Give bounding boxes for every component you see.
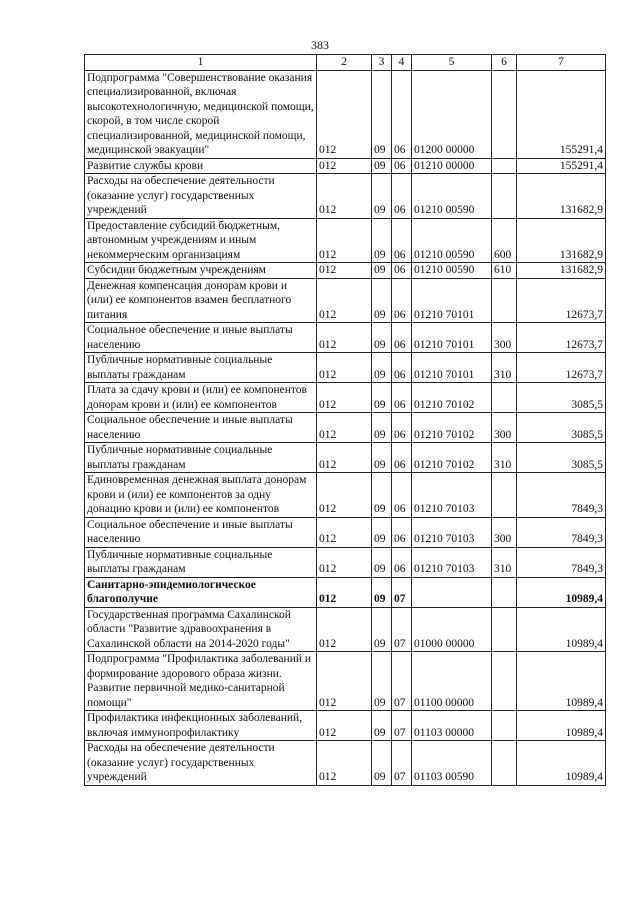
subsection-code-cell: 06: [392, 353, 412, 383]
column-header-6: 6: [492, 55, 517, 71]
table-row: [85, 473, 606, 518]
column-header-5: 5: [412, 55, 492, 71]
subsection-code-cell: 07: [392, 577, 412, 607]
subsection-code-cell: 07: [392, 741, 412, 786]
amount-cell: 10989,4: [517, 652, 606, 711]
amount-cell: 10989,4: [517, 741, 606, 786]
section-code-cell: 09: [372, 278, 392, 323]
section-code-cell: 09: [372, 383, 392, 413]
target-article-cell: 01210 70103: [412, 473, 492, 518]
ministry-code-cell: 012: [317, 443, 372, 473]
table-row: [85, 263, 606, 279]
row-name-cell: Денежная компенсация донорам крови и (или) ее компонентов взамен бесплатного питания: [85, 278, 317, 323]
ministry-code-cell: 012: [317, 278, 372, 323]
section-code-cell: 09: [372, 711, 392, 741]
column-header-1: 1: [85, 55, 317, 71]
section-code-cell: 09: [372, 473, 392, 518]
expense-type-cell: [492, 174, 517, 219]
target-article-cell: 01210 70101: [412, 278, 492, 323]
subsection-code-cell: 06: [392, 413, 412, 443]
page-number: 383: [311, 38, 329, 52]
amount-cell: 3085,5: [517, 413, 606, 443]
table-row: [85, 323, 606, 353]
row-name-cell: Единовременная денежная выплата донорам крови и (или) ее компонентов за одну донацию крови и (или) ее компонентов: [85, 473, 317, 518]
amount-cell: 155291,4: [517, 70, 606, 158]
expense-type-cell: [492, 652, 517, 711]
ministry-code-cell: 012: [317, 158, 372, 174]
amount-cell: 131682,9: [517, 263, 606, 279]
ministry-code-cell: 012: [317, 70, 372, 158]
row-name-cell: Публичные нормативные социальные выплаты гражданам: [85, 547, 317, 577]
section-code-cell: 09: [372, 443, 392, 473]
expense-type-cell: 300: [492, 413, 517, 443]
amount-cell: 12673,7: [517, 278, 606, 323]
table-row: [85, 607, 606, 652]
subsection-code-cell: 07: [392, 652, 412, 711]
expense-type-cell: 300: [492, 323, 517, 353]
subsection-code-cell: 06: [392, 174, 412, 219]
expense-type-cell: [492, 158, 517, 174]
ministry-code-cell: 012: [317, 577, 372, 607]
expense-type-cell: [492, 577, 517, 607]
section-code-cell: 09: [372, 353, 392, 383]
amount-cell: 7849,3: [517, 547, 606, 577]
expense-type-cell: 600: [492, 218, 517, 263]
subsection-code-cell: 06: [392, 70, 412, 158]
expense-type-cell: 310: [492, 443, 517, 473]
row-name-cell: Социальное обеспечение и иные выплаты населению: [85, 517, 317, 547]
ministry-code-cell: 012: [317, 413, 372, 443]
subsection-code-cell: 06: [392, 323, 412, 353]
target-article-cell: 01103 00590: [412, 741, 492, 786]
table-row: [85, 741, 606, 786]
ministry-code-cell: 012: [317, 353, 372, 383]
subsection-code-cell: 06: [392, 278, 412, 323]
amount-cell: 10989,4: [517, 607, 606, 652]
target-article-cell: 01103 00000: [412, 711, 492, 741]
table-row: [85, 652, 606, 711]
target-article-cell: 01210 70102: [412, 413, 492, 443]
subsection-code-cell: 06: [392, 218, 412, 263]
table-row: [85, 711, 606, 741]
expense-type-cell: [492, 70, 517, 158]
expense-type-cell: [492, 607, 517, 652]
row-name-cell: Государственная программа Сахалинской области "Развитие здравоохранения в Сахалинской области на 2014-2020 годы": [85, 607, 317, 652]
expense-type-cell: 300: [492, 517, 517, 547]
target-article-cell: 01000 00000: [412, 607, 492, 652]
table-row: [85, 413, 606, 443]
row-name-cell: Подпрограмма "Совершенствование оказания специализированной, включая высокотехнологичную, медицинской помощи, скорой, в том числе скорой специализированной, медицинской помощи, медицинской эвакуации": [85, 70, 317, 158]
ministry-code-cell: 012: [317, 323, 372, 353]
target-article-cell: 01210 00590: [412, 263, 492, 279]
subsection-code-cell: 06: [392, 443, 412, 473]
expense-type-cell: [492, 711, 517, 741]
subsection-code-cell: 06: [392, 383, 412, 413]
ministry-code-cell: 012: [317, 218, 372, 263]
section-code-cell: 09: [372, 70, 392, 158]
table-row: [85, 383, 606, 413]
subsection-code-cell: 06: [392, 263, 412, 279]
column-header-7: 7: [517, 55, 606, 71]
ministry-code-cell: 012: [317, 607, 372, 652]
target-article-cell: 01210 00590: [412, 218, 492, 263]
amount-cell: 7849,3: [517, 517, 606, 547]
target-article-cell: 01210 00590: [412, 174, 492, 219]
table-row: [85, 174, 606, 219]
section-code-cell: 09: [372, 323, 392, 353]
section-code-cell: 09: [372, 577, 392, 607]
ministry-code-cell: 012: [317, 741, 372, 786]
target-article-cell: 01210 70101: [412, 323, 492, 353]
row-name-cell: Предоставление субсидий бюджетным, автономным учреждениям и иным некоммерческим организациям: [85, 218, 317, 263]
column-header-4: 4: [392, 55, 412, 71]
ministry-code-cell: 012: [317, 652, 372, 711]
ministry-code-cell: 012: [317, 174, 372, 219]
row-name-cell: Публичные нормативные социальные выплаты гражданам: [85, 353, 317, 383]
subsection-code-cell: 06: [392, 547, 412, 577]
row-name-cell: Публичные нормативные социальные выплаты гражданам: [85, 443, 317, 473]
target-article-cell: 01210 70101: [412, 353, 492, 383]
subsection-code-cell: 07: [392, 711, 412, 741]
section-code-cell: 09: [372, 607, 392, 652]
table-row: [85, 577, 606, 607]
ministry-code-cell: 012: [317, 547, 372, 577]
amount-cell: 155291,4: [517, 158, 606, 174]
budget-table: [84, 54, 606, 786]
column-header-3: 3: [372, 55, 392, 71]
expense-type-cell: 310: [492, 353, 517, 383]
target-article-cell: 01210 70103: [412, 547, 492, 577]
section-code-cell: 09: [372, 741, 392, 786]
section-code-cell: 09: [372, 413, 392, 443]
subsection-code-cell: 06: [392, 517, 412, 547]
table-row: [85, 218, 606, 263]
section-code-cell: 09: [372, 517, 392, 547]
subsection-code-cell: 07: [392, 607, 412, 652]
row-name-cell: Профилактика инфекционных заболеваний, включая иммунопрофилактику: [85, 711, 317, 741]
table-row: [85, 353, 606, 383]
section-code-cell: 09: [372, 174, 392, 219]
target-article-cell: 01210 70102: [412, 443, 492, 473]
target-article-cell: [412, 577, 492, 607]
ministry-code-cell: 012: [317, 473, 372, 518]
ministry-code-cell: 012: [317, 263, 372, 279]
amount-cell: 3085,5: [517, 443, 606, 473]
ministry-code-cell: 012: [317, 383, 372, 413]
ministry-code-cell: 012: [317, 517, 372, 547]
subsection-code-cell: 06: [392, 158, 412, 174]
row-name-cell: Подпрограмма "Профилактика заболеваний и формирование здорового образа жизни. Развитие первичной медико-санитарной помощи": [85, 652, 317, 711]
ministry-code-cell: 012: [317, 711, 372, 741]
expense-type-cell: [492, 278, 517, 323]
amount-cell: 131682,9: [517, 174, 606, 219]
expense-type-cell: 310: [492, 547, 517, 577]
row-name-cell: Социальное обеспечение и иные выплаты населению: [85, 323, 317, 353]
subsection-code-cell: 06: [392, 473, 412, 518]
column-header-2: 2: [317, 55, 372, 71]
target-article-cell: 01100 00000: [412, 652, 492, 711]
section-code-cell: 09: [372, 263, 392, 279]
table-row: [85, 547, 606, 577]
amount-cell: 12673,7: [517, 353, 606, 383]
row-name-cell: Субсидии бюджетным учреждениям: [85, 263, 317, 279]
row-name-cell: Развитие службы крови: [85, 158, 317, 174]
row-name-cell: Расходы на обеспечение деятельности (оказание услуг) государственных учреждений: [85, 741, 317, 786]
table-row: [85, 70, 606, 158]
row-name-cell: Санитарно-эпидемиологическое благополучие: [85, 577, 317, 607]
row-name-cell: Плата за сдачу крови и (или) ее компонентов донорам крови и (или) ее компонентов: [85, 383, 317, 413]
amount-cell: 131682,9: [517, 218, 606, 263]
target-article-cell: 01210 70102: [412, 383, 492, 413]
row-name-cell: Расходы на обеспечение деятельности (оказание услуг) государственных учреждений: [85, 174, 317, 219]
table-row: [85, 517, 606, 547]
section-code-cell: 09: [372, 547, 392, 577]
target-article-cell: 01210 70103: [412, 517, 492, 547]
amount-cell: 10989,4: [517, 577, 606, 607]
amount-cell: 10989,4: [517, 711, 606, 741]
table-row: [85, 278, 606, 323]
amount-cell: 12673,7: [517, 323, 606, 353]
expense-type-cell: [492, 741, 517, 786]
expense-type-cell: 610: [492, 263, 517, 279]
target-article-cell: 01200 00000: [412, 70, 492, 158]
row-name-cell: Социальное обеспечение и иные выплаты населению: [85, 413, 317, 443]
expense-type-cell: [492, 383, 517, 413]
section-code-cell: 09: [372, 158, 392, 174]
amount-cell: 3085,5: [517, 383, 606, 413]
amount-cell: 7849,3: [517, 473, 606, 518]
table-header-row: [85, 55, 606, 71]
table-row: [85, 443, 606, 473]
table-body: [85, 70, 606, 785]
table-row: [85, 158, 606, 174]
target-article-cell: 01210 00000: [412, 158, 492, 174]
expense-type-cell: [492, 473, 517, 518]
section-code-cell: 09: [372, 652, 392, 711]
section-code-cell: 09: [372, 218, 392, 263]
